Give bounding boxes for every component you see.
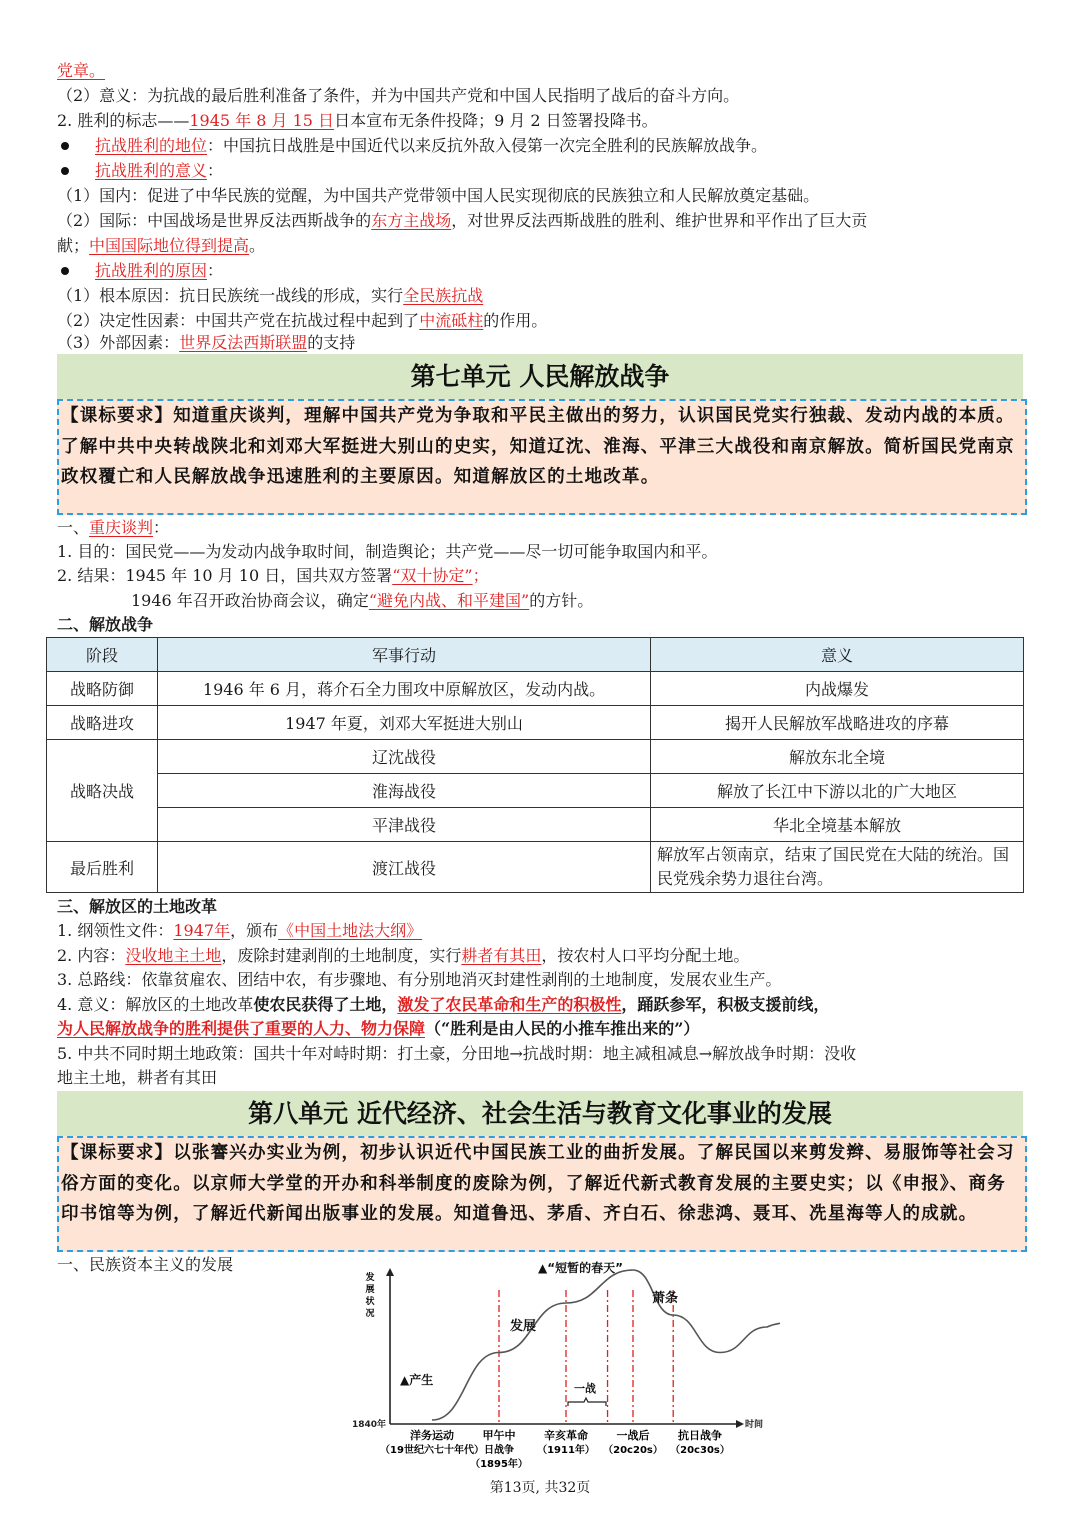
section-heading: 二、解放战争 (57, 615, 154, 634)
table-row (47, 740, 1024, 774)
y-axis-arrow-icon (386, 1268, 394, 1276)
table-cell: 1947 年夏，刘邓大军挺进大别山 (158, 706, 651, 740)
text-line: 1946 年召开政治协商会议，确定“避免内战、和平建国”的方针。 (131, 591, 594, 610)
table-cell: 淮海战役 (158, 774, 651, 808)
table-row (47, 842, 1024, 893)
x-axis-label: 时间 (745, 1420, 764, 1430)
table-cell: 揭开人民解放军战略进攻的序幕 (651, 706, 1024, 740)
y-axis-label-char: 展 (365, 1285, 375, 1295)
text-line: 3. 总路线：依靠贫雇农、团结中农，有步骤地、有分别地消灭封建性剥削的土地制度，发展农业生产。 (57, 970, 782, 989)
bullet-icon (61, 267, 69, 275)
x-tick-label: （20c30s） (670, 1445, 730, 1456)
table-header-row (47, 638, 1024, 672)
bullet-line: 抗战胜利的地位：中国抗日战胜是中国近代以来反抗外敌入侵第一次完全胜利的民族解放战争。 (57, 133, 1030, 158)
x-tick-labels (380, 1428, 730, 1470)
text-line: 4. 意义：解放区的土地改革使农民获得了土地，激发了农民革命和生产的积极性，踊跃参军，积极支援前线， (57, 995, 830, 1014)
table-cell: 解放军占领南京，结束了国民党在大陆的统治。国民党残余势力退往台湾。 (651, 842, 1024, 893)
table-row (47, 706, 1024, 740)
table-cell: 战略进攻 (47, 706, 158, 740)
table-cell: 华北全境基本解放 (651, 808, 1024, 842)
page-footer: 第13页, 共32页 (489, 1480, 591, 1496)
table-header: 阶段 (47, 638, 158, 672)
bullet-icon (61, 142, 69, 150)
period-markers (499, 1290, 673, 1424)
text-line: 1. 目的：国民党——为发动内战争取时间，制造舆论；共产党——尽一切可能争取国内和平。 (57, 542, 718, 561)
text-line: （2）意义：为抗战的最后胜利准备了条件，并为中国共产党和中国人民指明了战后的奋斗方向。 (57, 86, 740, 105)
text-line: 2. 内容：没收地主土地，废除封建剥削的土地制度，实行耕者有其田，按农村人口平均分配土地。 (57, 946, 750, 965)
table-row (47, 808, 1024, 842)
table-cell: 战略防御 (47, 672, 158, 706)
y-axis-label-char: 发 (365, 1273, 375, 1283)
y-axis-label-char: 况 (365, 1309, 375, 1319)
y-axis-label-char: 状 (365, 1297, 375, 1307)
x-tick-label: 一战后 (616, 1429, 650, 1442)
text-line: 1. 纲领性文件：1947年，颁布《中国土地法大纲》 (57, 921, 423, 940)
brace-label: 一战 (574, 1382, 596, 1395)
y-axis-label (364, 1271, 374, 1319)
table-cell: 内战爆发 (651, 672, 1024, 706)
unit7-title: 第七单元 人民解放战争 (57, 354, 1023, 399)
table-cell: 辽沈战役 (158, 740, 651, 774)
table-row (47, 774, 1024, 808)
x-tick-label: （19世纪六七十年代） (380, 1445, 484, 1456)
war-brace (568, 1398, 606, 1406)
text-line: 地主土地，耕者有其田 (57, 1068, 218, 1087)
x-tick-label: 甲午中 (482, 1429, 516, 1442)
text-line: （2）决定性因素：中国共产党在抗战过程中起到了中流砥柱的作用。 (57, 311, 548, 330)
development-curve (432, 1270, 780, 1420)
text-line: 党章。 (57, 61, 106, 80)
development-chart (340, 1252, 780, 1474)
table-cell: 解放了长江中下游以北的广大地区 (651, 774, 1024, 808)
table-header: 意义 (651, 638, 1024, 672)
text-line: 2. 胜利的标志——1945 年 8 月 15 日日本宣布无条件投降；9 月 2 日签署投降书。 (57, 111, 658, 130)
table-cell: 平津战役 (158, 808, 651, 842)
stage-label: 萧条 (652, 1291, 679, 1306)
x-tick-label: （20c20s） (603, 1445, 663, 1456)
stage-label: ▲“短暂的春天” (538, 1261, 624, 1275)
table-cell: 战略决战 (47, 740, 158, 842)
table-row (47, 672, 1024, 706)
text-line: （3）外部因素：世界反法西斯联盟的支持 (57, 333, 356, 352)
text-line: 献；中国国际地位得到提高。 (57, 236, 266, 255)
stage-label: 发展 (510, 1319, 537, 1334)
section-heading: 一、民族资本主义的发展 (57, 1255, 234, 1274)
table-cell: 1946 年 6 月，蒋介石全力围攻中原解放区，发动内战。 (158, 672, 651, 706)
bullet-line: 抗战胜利的原因： (57, 258, 1030, 283)
war-table (46, 637, 1024, 893)
text-line: （2）国际：中国战场是世界反法西斯战争的东方主战场，对世界反法西斯战胜的胜利、维护世界和平作出了巨大贡 (57, 211, 868, 230)
origin-label: 1840年 (352, 1420, 387, 1430)
unit8-title: 第八单元 近代经济、社会生活与教育文化事业的发展 (57, 1091, 1023, 1136)
text-line: （1）根本原因：抗日民族统一战线的形成，实行全民族抗战 (57, 286, 484, 305)
x-tick-label: 辛亥革命 (544, 1429, 588, 1442)
table-cell: 解放东北全境 (651, 740, 1024, 774)
x-tick-label: （1895年） (470, 1459, 528, 1470)
table-header: 军事行动 (158, 638, 651, 672)
unit8-requirements: 【课标要求】以张謇兴办实业为例，初步认识近代中国民族工业的曲折发展。了解民国以来剪发辫、易服饰等社会习俗方面的变化。以京师大学堂的开办和科举制度的废除为例，了解近代新式教育发展的主要史实；以《申报》、商务印书馆等为例，了解近代新闻出版事业的发展。知道鲁迅、茅盾、齐白石、徐悲鸿、聂耳、冼星海等人的成就。 (57, 1136, 1027, 1252)
table-cell: 渡江战役 (158, 842, 651, 893)
section-heading: 一、重庆谈判： (57, 518, 170, 537)
x-tick-label: 日战争 (484, 1445, 514, 1456)
x-tick-label: （1911年） (537, 1445, 595, 1456)
table-cell: 最后胜利 (47, 842, 158, 893)
text-line: 5. 中共不同时期土地政策：国共十年对峙时期：打土豪，分田地→抗战时期：地主减租减息→解放战争时期：没收 (57, 1044, 857, 1063)
bullet-line: 抗战胜利的意义： (57, 158, 1030, 183)
text-line: 2. 结果：1945 年 10 月 10 日，国共双方签署“双十协定”； (57, 566, 489, 585)
bullet-icon (61, 167, 69, 175)
text-line: 为人民解放战争的胜利提供了重要的人力、物力保障（“胜利是由人民的小推车推出来的”） (57, 1019, 700, 1038)
stage-label: ▲产生 (400, 1373, 434, 1387)
section-heading: 三、解放区的土地改革 (57, 897, 218, 916)
x-tick-label: 抗日战争 (678, 1429, 722, 1442)
x-tick-label: 洋务运动 (410, 1429, 454, 1442)
text-line: （1）国内：促进了中华民族的觉醒，为中国共产党带领中国人民实现彻底的民族独立和人民解放奠定基础。 (57, 186, 820, 205)
unit7-requirements: 【课标要求】知道重庆谈判，理解中国共产党为争取和平民主做出的努力，认识国民党实行独裁、发动内战的本质。了解中共中央转战陕北和刘邓大军挺进大别山的史实，知道辽沈、淮海、平津三大战役和南京解放。简析国民党南京政权覆亡和人民解放战争迅速胜利的主要原因。知道解放区的土地改革。 (57, 399, 1027, 515)
x-axis-arrow-icon (736, 1420, 744, 1428)
